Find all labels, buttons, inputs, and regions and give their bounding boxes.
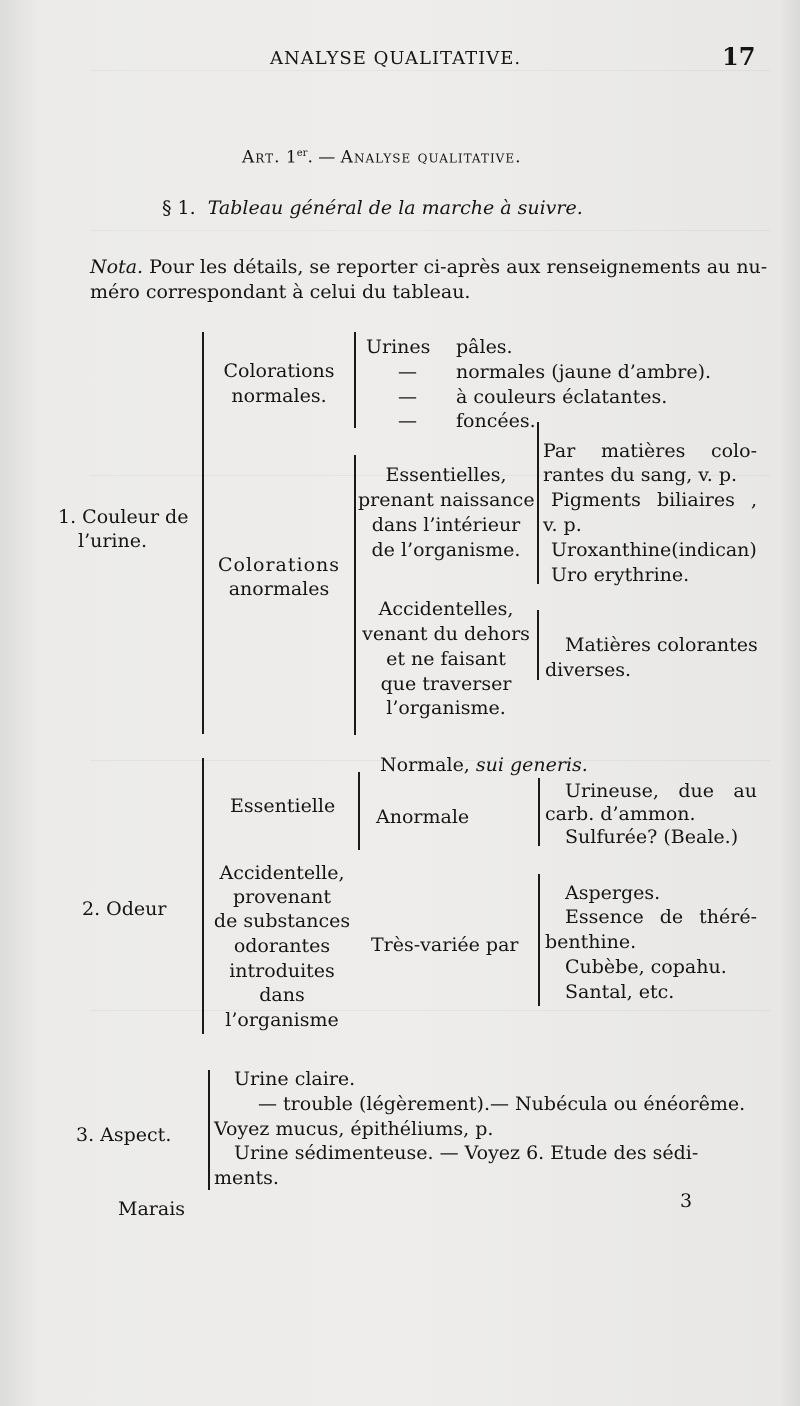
anormale-item-3: Sulfurée? (Beale.) (565, 826, 739, 848)
section-heading (162, 197, 583, 219)
brace-normales (354, 332, 356, 428)
normales-item-dash-1: Urines (366, 336, 431, 358)
essentielles-item-1: Par matières colo- (543, 440, 757, 462)
normale-sui-generis: sui generis. (475, 754, 588, 776)
normales-item-dash-3: — (398, 386, 417, 408)
article-number: 1 (285, 147, 297, 168)
accidentelle-line-7: l’organisme (225, 1009, 339, 1031)
accidentelles-line-2: venant du dehors (362, 623, 530, 645)
article-title: Analyse qualitative. (340, 147, 522, 168)
brace-couleur (202, 332, 204, 734)
essentielles-line-1: Essentielles, (385, 464, 507, 486)
normale-line (380, 754, 588, 776)
brace-anormale (538, 778, 540, 846)
accidentelle-line-1: Accidentelle, (219, 862, 345, 884)
nota-text-1: Pour les détails, se reporter ci-après aux renseignements au nu- (149, 256, 768, 278)
accidentelle-line-5: introduites (229, 960, 335, 982)
nota-line-1 (90, 256, 768, 278)
essentielles-line-4: de l’organisme. (371, 539, 521, 561)
article-heading (242, 143, 522, 169)
nota-label: Nota. (90, 256, 144, 278)
essentielles-item-5: Uroxanthine(indican) (551, 539, 757, 561)
section-title: Tableau général de la marche à suivre. (207, 197, 583, 219)
variee-label: Très-variée par (371, 934, 519, 956)
section-symbol: § 1. (162, 197, 196, 219)
variee-item-1: Asperges. (565, 882, 661, 904)
essentielles-item-2: rantes du sang, v. p. (543, 464, 738, 486)
normales-item-1: pâles. (456, 336, 513, 358)
footer-author: Marais (118, 1198, 186, 1220)
brace-odeur (202, 758, 204, 1034)
aspect-line-3: Voyez mucus, épithéliums, p. (214, 1118, 494, 1140)
aspect-label: 3. Aspect. (76, 1124, 172, 1146)
accidentelles-line-4: que traverser (380, 673, 512, 695)
variee-item-2: Essence de théré- (565, 906, 757, 928)
brace-essentielle (358, 772, 360, 850)
brace-accidentelles (537, 610, 539, 680)
normales-label-1: Colorations (223, 360, 335, 382)
article-dash: . — (307, 147, 336, 168)
anormale-label: Anormale (376, 806, 470, 828)
accidentelle-line-2: provenant (232, 886, 332, 908)
essentielles-item-3: Pigments biliaires , (551, 489, 757, 511)
aspect-line-2: — trouble (légèrement).— Nubécula ou énéorême. (258, 1093, 746, 1115)
running-title: ANALYSE QUALITATIVE. (270, 48, 522, 69)
aspect-line-4: Urine sédimenteuse. — Voyez 6. Etude des sédi- (234, 1142, 699, 1164)
brace-variee (538, 874, 540, 1006)
aspect-line-5: ments. (214, 1167, 279, 1189)
article-number-superscript: er (296, 148, 308, 159)
accidentelles-item-1: Matières colorantes (565, 634, 758, 656)
accidentelle-line-4: odorantes (233, 935, 331, 957)
normales-item-dash-2: — (398, 361, 417, 383)
brace-anormales (354, 455, 356, 735)
normales-item-2: normales (jaune d’ambre). (456, 361, 712, 383)
anormales-label-2: anormales (228, 578, 330, 600)
variee-item-4: Cubèbe, copahu. (565, 956, 727, 978)
accidentelles-line-5: l’organisme. (386, 697, 506, 719)
variee-item-3: benthine. (545, 931, 637, 953)
footer-signature: 3 (680, 1190, 693, 1212)
normales-item-dash-4: — (398, 410, 417, 432)
brace-essentielles (537, 422, 539, 584)
normales-item-4: foncées. (456, 410, 536, 432)
brace-aspect (208, 1070, 210, 1190)
normale-label: Normale, (380, 754, 470, 776)
anormales-label-1: Colorations (217, 554, 341, 576)
essentielles-item-6: Uro erythrine. (551, 564, 690, 586)
essentielle-label: Essentielle (230, 795, 336, 817)
anormale-item-1: Urineuse, due au (565, 780, 757, 802)
normales-item-3: à couleurs éclatantes. (456, 386, 668, 408)
article-label: Art. (242, 147, 281, 168)
couleur-label-2: l’urine. (78, 530, 148, 552)
aspect-line-1: Urine claire. (234, 1068, 356, 1090)
essentielles-line-2: prenant naissance (358, 489, 535, 511)
normales-label-2: normales. (231, 385, 327, 407)
odeur-label: 2. Odeur (82, 898, 167, 920)
accidentelle-line-3: de substances (213, 910, 351, 932)
nota-line-2: méro correspondant à celui du tableau. (90, 281, 471, 303)
accidentelles-item-2: diverses. (545, 659, 632, 681)
accidentelle-line-6: dans (259, 984, 305, 1006)
essentielles-item-4: v. p. (543, 514, 582, 536)
accidentelles-line-3: et ne faisant (386, 648, 506, 670)
anormale-item-2: carb. d’ammon. (545, 803, 696, 825)
page-number: 17 (722, 42, 756, 71)
variee-item-5: Santal, etc. (565, 981, 675, 1003)
couleur-label-1: 1. Couleur de (58, 506, 189, 528)
essentielles-line-3: dans l’intérieur (371, 514, 521, 536)
accidentelles-line-1: Accidentelles, (378, 598, 514, 620)
